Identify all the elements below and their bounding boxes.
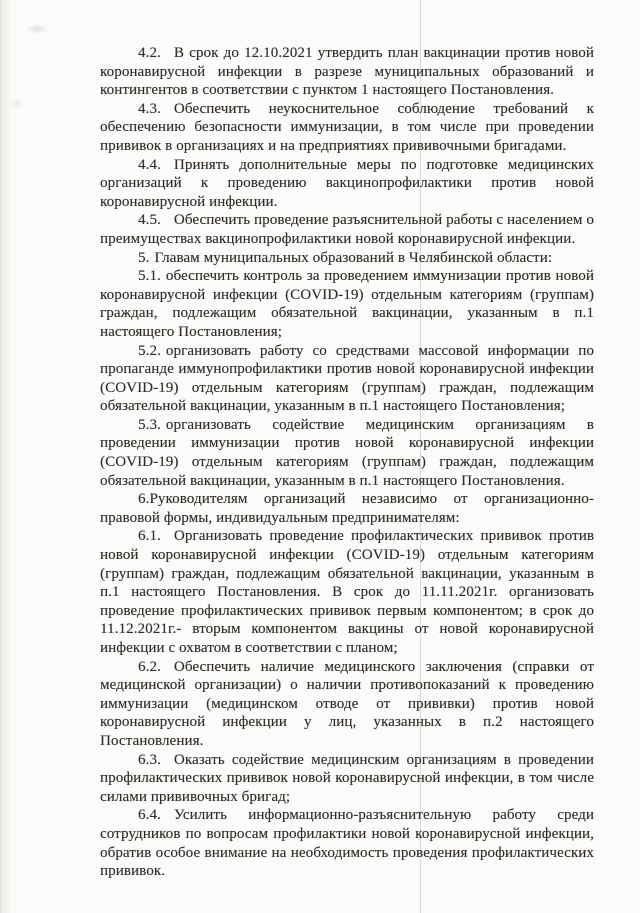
paragraph-text: Принять дополнительные меры по подготовке медицинских организаций к проведению вакцинопрофилактики против новой коронавирусной инфекции.: [100, 156, 594, 210]
paragraph-text: Организовать проведение профилактических прививок против новой коронавирусной инфекции (COVID-19) отдельным категориям (группам) граждан, подлежащим обязательной вакцинации, указанным в п.1 настоящего Постановления. В срок до 11.11.2021г. организовать проведение профилактических прививок первым компонентом; в срок до 11.12.2021г.- вторым компонентом вакцины от новой коронавирусной инфекции с охватом в соответствии с планом;: [100, 528, 594, 656]
paragraph-4-4: [100, 156, 594, 212]
paragraph-text: Обеспечить неукоснительное соблюдение требований к обеспечению безопасности иммунизации, в том числе при проведении прививок в организациях и на предприятиях прививочными бригадами.: [100, 100, 594, 154]
paragraph-text: Усилить информационно-разъяснительную работу среди сотрудников по вопросам профилактики новой коронавирусной инфекции, обратив особое внимание на необходимость проведения профилактических прививок.: [100, 807, 594, 880]
paragraph-6-2: [100, 658, 594, 751]
paragraph-6-3: [100, 751, 594, 807]
paragraph-number: 4.5.: [138, 212, 161, 229]
paragraph-number: 4.3.: [138, 100, 161, 117]
paragraph-text: Обеспечить наличие медицинского заключения (справки от медицинской организации) о наличии противопоказаний к проведению иммунизации (медицинском отводе от прививки) против новой коронавирусной инфекции у лиц, указанных в п.2 настоящего Постановления.: [100, 658, 594, 749]
scan-smudge: [26, 24, 48, 34]
paragraph-number: 5.1.: [138, 268, 161, 285]
paragraph-text: организовать содействие медицинским организациям в проведении иммунизации против новой коронавирусной инфекции (COVID-19) отдельным категориям (группам) граждан, подлежащим обязательной вакцинации, указанным в п.1 настоящего Постановления.: [100, 416, 594, 489]
paragraph-text: Обеспечить проведение разъяснительной работы с населением о преимуществах вакцинопрофилактики новой коронавирусной инфекции.: [100, 212, 594, 247]
paragraph-number: 6.3.: [138, 751, 161, 768]
paragraph-text: обеспечить контроль за проведением иммунизации против новой коронавирусной инфекции (COVID-19) отдельным категориям (группам) граждан, подлежащим обязательной вакцинации, указанным в п.1 настоящего Постановления;: [100, 268, 594, 340]
scan-smudge: [10, 96, 24, 110]
paragraph-5-2: [100, 342, 594, 416]
paragraph-6-1: [100, 527, 594, 657]
paragraph-number: 6.: [138, 491, 150, 508]
paragraph-4-2: [100, 44, 594, 100]
paragraph-number: 6.1.: [138, 528, 161, 545]
paragraph-text: Главам муниципальных образований в Челябинской области:: [154, 249, 553, 266]
paragraph-text: Руководителям организаций независимо от организационно-правовой формы, индивидуальным предпринимателям:: [100, 491, 594, 526]
paragraph-5-3: [100, 416, 594, 490]
paragraph-text: Оказать содействие медицинским организациям в проведении профилактических прививок новой коронавирусной инфекции, в том числе силами прививочных бригад;: [100, 751, 594, 805]
paragraph-5-1: [100, 267, 594, 341]
paragraph-4-3: [100, 100, 594, 156]
paragraph-5: [100, 249, 594, 268]
paragraph-number: 5.3.: [138, 416, 161, 433]
paragraph-number: 5.: [138, 249, 150, 266]
document-text-block: [100, 44, 594, 881]
paragraph-text: организовать работу со средствами массовой информации по пропаганде иммунопрофилактики против новой коронавирусной инфекции (COVID-19) отдельным категориям (группам) граждан, подлежащим обязательной вакцинации, указанным в п.1 настоящего Постановления;: [100, 342, 594, 415]
paragraph-6-4: [100, 806, 594, 880]
paragraph-number: 6.4.: [138, 807, 161, 824]
paragraph-number: 6.2.: [138, 658, 161, 675]
paragraph-number: 4.4.: [138, 156, 161, 173]
paragraph-text: В срок до 12.10.2021 утвердить план вакцинации против новой коронавирусной инфекции в разрезе муниципальных образований и контингентов в соответствии с пунктом 1 настоящего Постановления.: [100, 45, 594, 99]
paragraph-6: [100, 490, 594, 527]
paragraph-number: 5.2.: [138, 342, 161, 359]
paragraph-number: 4.2.: [138, 45, 161, 61]
scan-left-edge-shadow: [0, 0, 13, 913]
paragraph-4-5: [100, 211, 594, 248]
